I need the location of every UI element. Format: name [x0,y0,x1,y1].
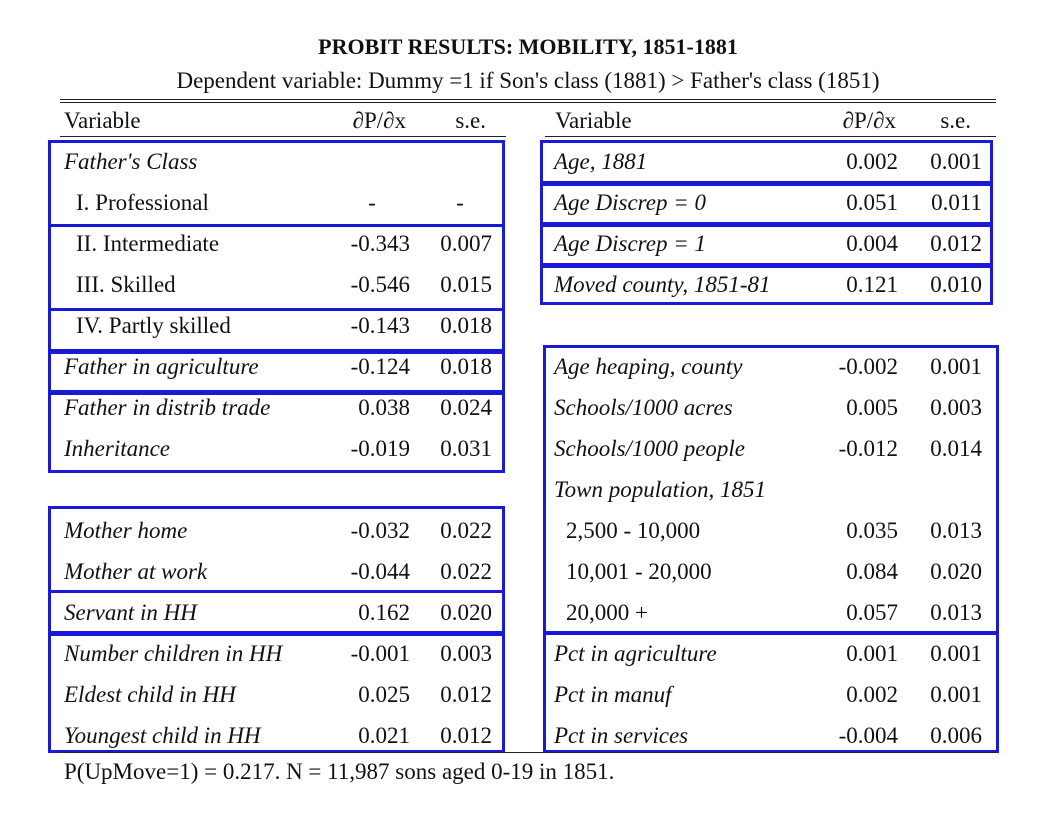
row-se: 0.031 [440,436,492,461]
table-footer: P(UpMove=1) = 0.217. N = 11,987 sons aged 0-19 in 1851. [64,759,615,784]
highlight-box [543,631,999,753]
table-title: PROBIT RESULTS: MOBILITY, 1851-1881 [318,34,738,59]
highlight-box [543,345,999,635]
row-label: Number children in HH [64,641,283,666]
row-dpdx: -0.032 [350,518,410,543]
row-dpdx: -0.343 [350,231,410,256]
row-dpdx: 0.162 [358,600,410,625]
row-dpdx: -0.001 [350,641,410,666]
row-se: 0.012 [440,682,492,707]
row-se: 0.001 [930,641,982,666]
row-label: 2,500 - 10,000 [566,518,701,543]
highlight-box [540,222,993,268]
top-rule-2 [60,102,996,103]
highlight-box [540,140,993,186]
row-se: 0.022 [440,559,492,584]
header-dpdx-left: ∂P/∂x [352,108,406,133]
row-dpdx: -0.044 [350,559,410,584]
row-dpdx: 0.051 [846,190,898,215]
row-se: 0.024 [440,395,492,420]
row-label: Mother home [64,518,188,543]
row-dpdx: 0.002 [846,682,898,707]
row-se: 0.018 [440,354,492,379]
row-se: 0.015 [440,272,492,297]
header-se-left: s.e. [455,108,486,133]
row-label: Town population, 1851 [554,477,766,502]
row-se: 0.001 [930,354,982,379]
header-variable-right: Variable [555,108,632,133]
row-label: Inheritance [64,436,171,461]
row-se: 0.007 [440,231,492,256]
row-dpdx: 0.001 [846,641,898,666]
row-dpdx: -0.012 [838,436,898,461]
header-rule-right [545,136,996,137]
row-dpdx: 0.038 [358,395,410,420]
row-label: Moved county, 1851-81 [554,272,771,297]
row-dpdx: 0.005 [846,395,898,420]
highlight-box [540,263,993,305]
row-dpdx: 0.121 [846,272,898,297]
bottom-rule [60,752,996,753]
row-label: 10,001 - 20,000 [566,559,712,584]
row-label: II. Intermediate [76,231,220,256]
row-label: Pct in services [554,723,689,748]
header-se-right: s.e. [940,108,971,133]
row-se: 0.001 [930,682,982,707]
row-dpdx: -0.002 [838,354,898,379]
row-se: 0.003 [440,641,492,666]
top-rule [60,99,996,100]
row-se: 0.012 [930,231,982,256]
row-dpdx: 0.025 [358,682,410,707]
row-label: Servant in HH [64,600,197,625]
header-dpdx-right: ∂P/∂x [842,108,896,133]
row-se: 0.011 [931,190,982,215]
row-label: Youngest child in HH [64,723,261,748]
row-se: 0.020 [930,559,982,584]
row-label: Father's Class [64,149,198,174]
row-se: 0.012 [440,723,492,748]
row-se: 0.020 [440,600,492,625]
row-label: Eldest child in HH [64,682,236,707]
row-dpdx: 0.021 [358,723,410,748]
highlight-box [48,224,505,311]
highlight-box [48,506,505,593]
row-dpdx: -0.546 [350,272,410,297]
row-se: 0.014 [930,436,982,461]
row-se: 0.003 [930,395,982,420]
highlight-box [540,181,993,227]
row-label: Age heaping, county [554,354,743,379]
row-label: Schools/1000 acres [554,395,733,420]
highlight-box [48,631,505,753]
row-label: I. Professional [76,190,209,215]
row-se: 0.013 [930,600,982,625]
row-se: 0.018 [440,313,492,338]
row-se: 0.010 [930,272,982,297]
row-dpdx: -0.124 [350,354,410,379]
row-label: Age, 1881 [554,149,648,174]
row-label: Age Discrep = 0 [554,190,706,215]
row-dpdx: 0.084 [846,559,898,584]
highlight-box [48,390,505,473]
highlight-box [48,349,505,395]
row-dpdx: 0.002 [846,149,898,174]
header-variable-left: Variable [64,108,141,133]
row-dpdx: -0.143 [350,313,410,338]
row-se: 0.022 [440,518,492,543]
row-label: Father in distrib trade [64,395,271,420]
highlight-box [48,308,505,354]
row-label: Pct in agriculture [554,641,717,666]
row-dpdx: 0.057 [846,600,898,625]
row-label: Father in agriculture [64,354,259,379]
highlight-box [48,140,505,227]
row-dpdx: -0.004 [838,723,898,748]
row-label: IV. Partly skilled [76,313,231,338]
table-subtitle: Dependent variable: Dummy =1 if Son's class (1881) > Father's class (1851) [176,68,880,93]
row-dpdx: -0.019 [350,436,410,461]
row-label: Mother at work [64,559,208,584]
row-se: 0.001 [930,149,982,174]
header-rule-left [60,136,506,137]
row-se: - [456,190,464,215]
row-label: Schools/1000 people [554,436,745,461]
row-dpdx: 0.035 [846,518,898,543]
row-label: III. Skilled [76,272,176,297]
row-se: 0.006 [930,723,982,748]
row-se: 0.013 [930,518,982,543]
row-dpdx: 0.004 [846,231,898,256]
highlight-box [48,590,505,636]
row-label: 20,000 + [566,600,648,625]
row-dpdx: - [368,190,376,215]
row-label: Pct in manuf [554,682,672,707]
row-label: Age Discrep = 1 [554,231,706,256]
